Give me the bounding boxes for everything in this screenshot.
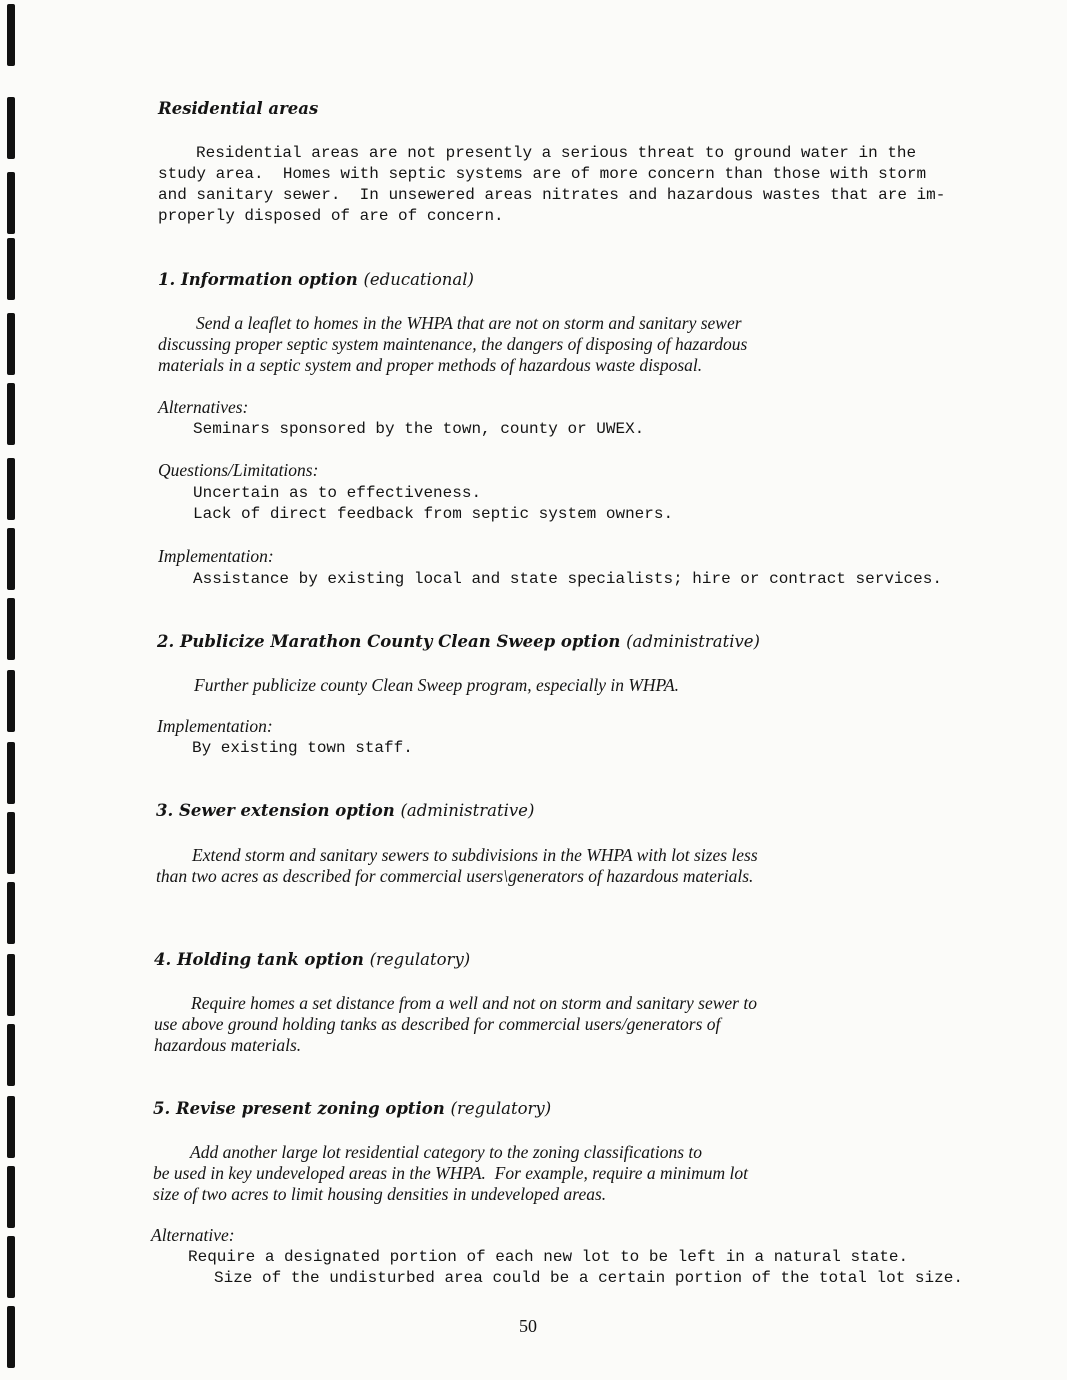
option-heading xyxy=(153,1099,551,1119)
body-line: properly disposed of are of concern. xyxy=(158,207,504,225)
option-description-line: Extend storm and sanitary sewers to subdivisions in the WHPA with lot sizes less xyxy=(192,845,758,865)
body-line: study area. Homes with septic systems are of more concern than those with storm xyxy=(158,165,927,183)
section-label: Alternatives: xyxy=(158,397,249,417)
option-title: 3. Sewer extension option xyxy=(156,801,395,820)
section-line: Seminars sponsored by the town, county or UWEX. xyxy=(193,420,645,438)
option-type: (educational) xyxy=(363,270,474,289)
option-description-line: size of two acres to limit housing densities in undeveloped areas. xyxy=(153,1184,607,1204)
section-heading: Residential areas xyxy=(158,99,319,118)
option-description-line: Add another large lot residential category to the zoning classifications to xyxy=(190,1142,702,1162)
section-line: Uncertain as to effectiveness. xyxy=(193,484,482,502)
option-title: 2. Publicize Marathon County Clean Sweep option xyxy=(157,632,621,651)
option-description-line: discussing proper septic system maintenance, the dangers of disposing of hazardous xyxy=(158,334,748,354)
option-description-line: hazardous materials. xyxy=(154,1035,302,1055)
option-description-line: Further publicize county Clean Sweep program, especially in WHPA. xyxy=(194,675,680,695)
option-type: (administrative) xyxy=(626,632,760,651)
section-line: Size of the undisturbed area could be a certain portion of the total lot size. xyxy=(214,1269,963,1287)
section-line: Assistance by existing local and state specialists; hire or contract services. xyxy=(193,570,942,588)
body-line: and sanitary sewer. In unsewered areas nitrates and hazardous wastes that are im- xyxy=(158,186,946,204)
page-number: 50 xyxy=(519,1316,537,1336)
option-description-line: Send a leaflet to homes in the WHPA that are not on storm and sanitary sewer xyxy=(196,313,742,333)
option-title: 1. Information option xyxy=(158,270,358,289)
section-line: By existing town staff. xyxy=(192,739,413,757)
body-line: Residential areas are not presently a serious threat to ground water in the xyxy=(196,144,917,162)
option-heading xyxy=(157,632,760,652)
section-line: Lack of direct feedback from septic system owners. xyxy=(193,505,674,523)
section-label: Implementation: xyxy=(158,546,274,566)
option-heading xyxy=(156,801,534,821)
section-label: Alternative: xyxy=(151,1225,235,1245)
option-description-line: use above ground holding tanks as described for commercial users/generators of xyxy=(154,1014,721,1034)
option-heading xyxy=(154,950,470,970)
option-description-line: materials in a septic system and proper methods of hazardous waste disposal. xyxy=(158,355,703,375)
option-type: (administrative) xyxy=(400,801,535,820)
option-description-line: Require homes a set distance from a well and not on storm and sanitary sewer to xyxy=(191,993,757,1013)
option-title: 5. Revise present zoning option xyxy=(153,1099,445,1118)
option-type: (regulatory) xyxy=(369,950,471,969)
section-label: Implementation: xyxy=(157,716,273,736)
option-description-line: than two acres as described for commercial users\generators of hazardous materials. xyxy=(156,866,754,886)
option-title: 4. Holding tank option xyxy=(154,950,364,969)
option-heading xyxy=(158,270,474,290)
option-type: (regulatory) xyxy=(450,1099,552,1118)
section-label: Questions/Limitations: xyxy=(158,460,319,480)
section-line: Require a designated portion of each new lot to be left in a natural state. xyxy=(188,1248,909,1266)
option-description-line: be used in key undeveloped areas in the WHPA. For example, require a minimum lot xyxy=(153,1163,749,1183)
